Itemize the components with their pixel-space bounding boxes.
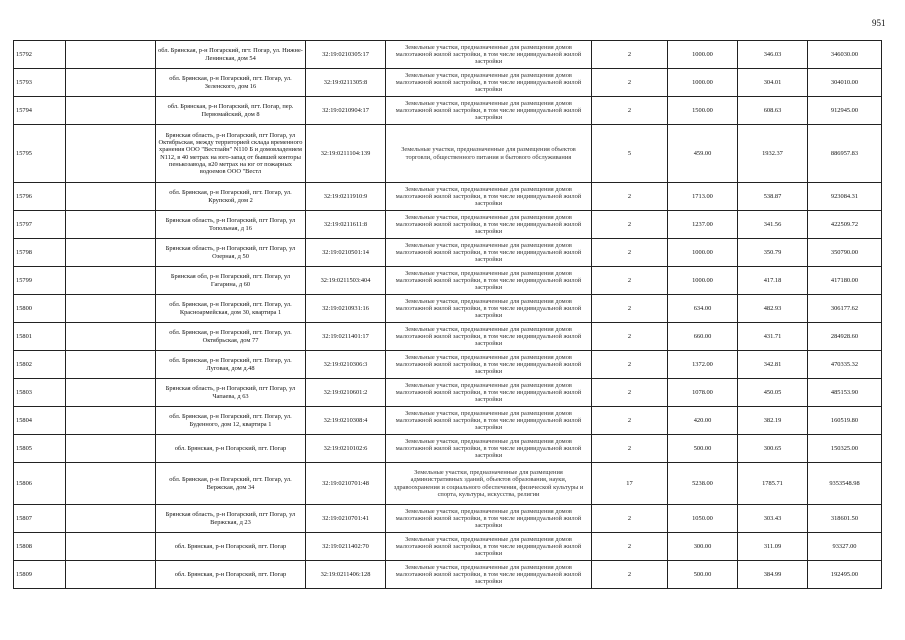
use-group-cell: 2 bbox=[592, 351, 668, 379]
land-use-cell: Земельные участки, предназначенные для размещения домов малоэтажной жилой застройки, в том числе индивидуальной жилой застройки bbox=[386, 533, 592, 561]
address-cell: обл. Брянская, р-н Погарский, пгт. Погар, ул. Октябрьская, дом 77 bbox=[156, 323, 306, 351]
record-id-cell: 15804 bbox=[14, 407, 66, 435]
record-id-cell: 15798 bbox=[14, 239, 66, 267]
use-group-cell: 2 bbox=[592, 239, 668, 267]
area-cell: 634.00 bbox=[668, 295, 738, 323]
land-use-cell: Земельные участки, предназначенные для размещения административных зданий, объектов образования, науки, здравоохранения и социального обеспечения, физической культуры и спорта, культуры, искусства, религии bbox=[386, 463, 592, 505]
table-row bbox=[14, 267, 882, 295]
table-row bbox=[14, 41, 882, 69]
specific-value-cell: 608.63 bbox=[738, 97, 808, 125]
address-cell: обл. Брянская, р-н Погарский, пгт. Погар bbox=[156, 561, 306, 589]
address-cell: обл. Брянская, р-н Погарский, пгт. Погар, ул. Вержская, дом 34 bbox=[156, 463, 306, 505]
address-cell: Брянская область, р-н Погарский, пгт Погар, ул Вержская, д 23 bbox=[156, 505, 306, 533]
cadastral-number-cell: 32:19:0211402:70 bbox=[306, 533, 386, 561]
record-id-cell: 15795 bbox=[14, 125, 66, 183]
specific-value-cell: 341.56 bbox=[738, 211, 808, 239]
land-use-cell: Земельные участки, предназначенные для размещения домов малоэтажной жилой застройки, в том числе индивидуальной жилой застройки bbox=[386, 69, 592, 97]
land-use-cell: Земельные участки, предназначенные для размещения домов малоэтажной жилой застройки, в том числе индивидуальной жилой застройки bbox=[386, 97, 592, 125]
table-row bbox=[14, 211, 882, 239]
cadastral-number-cell: 32:19:0210306:3 bbox=[306, 351, 386, 379]
cadastral-value-cell: 93327.00 bbox=[808, 533, 882, 561]
address-cell: Брянская область, р-н Погарский, пгт Погар, ул Октябрьская, между территорией склада временного хранения ООО "Вестлайн" N110 Б и домовладением N112, в 40 метрах на юго-запад от бывшей конторы пенькозавода, в20 метрах на юг от пожарных водоемов ООО "Вестл bbox=[156, 125, 306, 183]
use-group-cell: 2 bbox=[592, 323, 668, 351]
address-cell: обл. Брянская, р-н Погарский, пгт. Погар, ул. Буденного, дом 12, квартира 1 bbox=[156, 407, 306, 435]
cadastral-value-cell: 417180.00 bbox=[808, 267, 882, 295]
area-cell: 1000.00 bbox=[668, 69, 738, 97]
address-cell: обл. Брянская, р-н Погарский, пгт. Погар, ул. Луговая, дом д.48 bbox=[156, 351, 306, 379]
record-id-cell: 15807 bbox=[14, 505, 66, 533]
record-id-cell: 15805 bbox=[14, 435, 66, 463]
blank-cell bbox=[66, 41, 156, 69]
table-row bbox=[14, 183, 882, 211]
use-group-cell: 2 bbox=[592, 97, 668, 125]
specific-value-cell: 1932.37 bbox=[738, 125, 808, 183]
record-id-cell: 15800 bbox=[14, 295, 66, 323]
land-use-cell: Земельные участки, предназначенные для размещения домов малоэтажной жилой застройки, в том числе индивидуальной жилой застройки bbox=[386, 41, 592, 69]
use-group-cell: 2 bbox=[592, 267, 668, 295]
area-cell: 1000.00 bbox=[668, 41, 738, 69]
specific-value-cell: 482.93 bbox=[738, 295, 808, 323]
address-cell: обл. Брянская, р-н Погарский, пгт. Погар, ул. Нижне-Ленинская, дом 54 bbox=[156, 41, 306, 69]
address-cell: обл. Брянская, р-н Погарский, пгт. Погар, ул. Зеленского, дом 16 bbox=[156, 69, 306, 97]
table-row bbox=[14, 463, 882, 505]
use-group-cell: 2 bbox=[592, 211, 668, 239]
specific-value-cell: 384.99 bbox=[738, 561, 808, 589]
cadastral-number-cell: 32:19:0210601:2 bbox=[306, 379, 386, 407]
table-row bbox=[14, 69, 882, 97]
cadastral-number-cell: 32:19:0211406:128 bbox=[306, 561, 386, 589]
blank-cell bbox=[66, 295, 156, 323]
cadastral-value-cell: 923084.31 bbox=[808, 183, 882, 211]
land-use-cell: Земельные участки, предназначенные для размещения домов малоэтажной жилой застройки, в том числе индивидуальной жилой застройки bbox=[386, 435, 592, 463]
cadastral-value-cell: 470335.32 bbox=[808, 351, 882, 379]
specific-value-cell: 311.09 bbox=[738, 533, 808, 561]
blank-cell bbox=[66, 435, 156, 463]
blank-cell bbox=[66, 379, 156, 407]
cadastral-value-cell: 9353548.98 bbox=[808, 463, 882, 505]
record-id-cell: 15796 bbox=[14, 183, 66, 211]
record-id-cell: 15793 bbox=[14, 69, 66, 97]
record-id-cell: 15806 bbox=[14, 463, 66, 505]
record-id-cell: 15794 bbox=[14, 97, 66, 125]
land-use-cell: Земельные участки, предназначенные для размещения домов малоэтажной жилой застройки, в том числе индивидуальной жилой застройки bbox=[386, 211, 592, 239]
use-group-cell: 2 bbox=[592, 295, 668, 323]
use-group-cell: 5 bbox=[592, 125, 668, 183]
land-use-cell: Земельные участки, предназначенные для размещения домов малоэтажной жилой застройки, в том числе индивидуальной жилой застройки bbox=[386, 239, 592, 267]
address-cell: обл. Брянская, р-н Погарский, пгт. Погар bbox=[156, 435, 306, 463]
address-cell: обл. Брянская, р-н Погарский, пгт. Погар, ул. Крупской, дом 2 bbox=[156, 183, 306, 211]
blank-cell bbox=[66, 505, 156, 533]
use-group-cell: 2 bbox=[592, 69, 668, 97]
cadastral-value-cell: 284928.60 bbox=[808, 323, 882, 351]
record-id-cell: 15801 bbox=[14, 323, 66, 351]
table-row bbox=[14, 295, 882, 323]
cadastral-value-cell: 306177.62 bbox=[808, 295, 882, 323]
cadastral-number-cell: 32:19:0210308:4 bbox=[306, 407, 386, 435]
blank-cell bbox=[66, 323, 156, 351]
land-use-cell: Земельные участки, предназначенные для размещения домов малоэтажной жилой застройки, в том числе индивидуальной жилой застройки bbox=[386, 379, 592, 407]
use-group-cell: 2 bbox=[592, 435, 668, 463]
area-cell: 1713.00 bbox=[668, 183, 738, 211]
blank-cell bbox=[66, 407, 156, 435]
cadastral-value-cell: 304010.00 bbox=[808, 69, 882, 97]
specific-value-cell: 304.01 bbox=[738, 69, 808, 97]
address-cell: Брянская область, р-н Погарский, пгт Погар, ул Озерная, д 50 bbox=[156, 239, 306, 267]
table-row bbox=[14, 239, 882, 267]
cadastral-value-cell: 422509.72 bbox=[808, 211, 882, 239]
cadastral-number-cell: 32:19:0210931:16 bbox=[306, 295, 386, 323]
cadastral-value-cell: 346030.00 bbox=[808, 41, 882, 69]
record-id-cell: 15797 bbox=[14, 211, 66, 239]
address-cell: Брянская обл, р-н Погарский, пгт. Погар, ул Гагарина, д 60 bbox=[156, 267, 306, 295]
record-id-cell: 15809 bbox=[14, 561, 66, 589]
table-row bbox=[14, 379, 882, 407]
specific-value-cell: 300.65 bbox=[738, 435, 808, 463]
cadastral-number-cell: 32:19:0210102:6 bbox=[306, 435, 386, 463]
specific-value-cell: 538.87 bbox=[738, 183, 808, 211]
specific-value-cell: 346.03 bbox=[738, 41, 808, 69]
use-group-cell: 2 bbox=[592, 183, 668, 211]
cadastral-number-cell: 32:19:0210701:48 bbox=[306, 463, 386, 505]
table-row bbox=[14, 561, 882, 589]
table-row bbox=[14, 505, 882, 533]
record-id-cell: 15803 bbox=[14, 379, 66, 407]
blank-cell bbox=[66, 561, 156, 589]
area-cell: 1237.00 bbox=[668, 211, 738, 239]
land-use-cell: Земельные участки, предназначенные для размещения домов малоэтажной жилой застройки, в том числе индивидуальной жилой застройки bbox=[386, 505, 592, 533]
area-cell: 1000.00 bbox=[668, 239, 738, 267]
specific-value-cell: 350.79 bbox=[738, 239, 808, 267]
use-group-cell: 2 bbox=[592, 533, 668, 561]
address-cell: обл. Брянская, р-н Погарский, пгт. Погар bbox=[156, 533, 306, 561]
blank-cell bbox=[66, 351, 156, 379]
blank-cell bbox=[66, 533, 156, 561]
use-group-cell: 2 bbox=[592, 561, 668, 589]
record-id-cell: 15802 bbox=[14, 351, 66, 379]
land-use-cell: Земельные участки, предназначенные для размещения домов малоэтажной жилой застройки, в том числе индивидуальной жилой застройки bbox=[386, 267, 592, 295]
record-id-cell: 15792 bbox=[14, 41, 66, 69]
use-group-cell: 2 bbox=[592, 379, 668, 407]
page-number: 951 bbox=[872, 18, 886, 28]
cadastral-number-cell: 32:19:0211611:8 bbox=[306, 211, 386, 239]
specific-value-cell: 417.18 bbox=[738, 267, 808, 295]
cadastral-number-cell: 32:19:0210501:14 bbox=[306, 239, 386, 267]
blank-cell bbox=[66, 125, 156, 183]
specific-value-cell: 450.05 bbox=[738, 379, 808, 407]
cadastral-value-cell: 350790.00 bbox=[808, 239, 882, 267]
cadastral-value-cell: 912945.00 bbox=[808, 97, 882, 125]
specific-value-cell: 342.81 bbox=[738, 351, 808, 379]
cadastral-number-cell: 32:19:0211503:404 bbox=[306, 267, 386, 295]
use-group-cell: 2 bbox=[592, 505, 668, 533]
land-use-cell: Земельные участки, предназначенные для размещения домов малоэтажной жилой застройки, в том числе индивидуальной жилой застройки bbox=[386, 323, 592, 351]
land-use-cell: Земельные участки, предназначенные для размещения домов малоэтажной жилой застройки, в том числе индивидуальной жилой застройки bbox=[386, 561, 592, 589]
area-cell: 1372.00 bbox=[668, 351, 738, 379]
table-row bbox=[14, 323, 882, 351]
land-use-cell: Земельные участки, предназначенные для размещения домов малоэтажной жилой застройки, в том числе индивидуальной жилой застройки bbox=[386, 183, 592, 211]
table-row bbox=[14, 97, 882, 125]
blank-cell bbox=[66, 211, 156, 239]
table-row bbox=[14, 125, 882, 183]
specific-value-cell: 1785.71 bbox=[738, 463, 808, 505]
specific-value-cell: 303.43 bbox=[738, 505, 808, 533]
cadastral-number-cell: 32:19:0211104:139 bbox=[306, 125, 386, 183]
record-id-cell: 15799 bbox=[14, 267, 66, 295]
blank-cell bbox=[66, 69, 156, 97]
table-row bbox=[14, 407, 882, 435]
blank-cell bbox=[66, 239, 156, 267]
specific-value-cell: 431.71 bbox=[738, 323, 808, 351]
blank-cell bbox=[66, 267, 156, 295]
area-cell: 5238.00 bbox=[668, 463, 738, 505]
blank-cell bbox=[66, 97, 156, 125]
area-cell: 300.00 bbox=[668, 533, 738, 561]
area-cell: 1050.00 bbox=[668, 505, 738, 533]
specific-value-cell: 382.19 bbox=[738, 407, 808, 435]
cadastral-number-cell: 32:19:0210305:17 bbox=[306, 41, 386, 69]
cadastral-value-table bbox=[13, 40, 882, 589]
table-row bbox=[14, 435, 882, 463]
area-cell: 1078.00 bbox=[668, 379, 738, 407]
cadastral-number-cell: 32:19:0211401:17 bbox=[306, 323, 386, 351]
cadastral-number-cell: 32:19:0210904:17 bbox=[306, 97, 386, 125]
address-cell: обл. Брянская, р-н Погарский, пгт. Погар, пер. Первомайский, дом 8 bbox=[156, 97, 306, 125]
address-cell: обл. Брянская, р-н Погарский, пгт. Погар, ул. Красноармейская, дом 30, квартира 1 bbox=[156, 295, 306, 323]
address-cell: Брянская область, р-н Погарский, пгт Погар, ул Топольная, д 16 bbox=[156, 211, 306, 239]
area-cell: 1500.00 bbox=[668, 97, 738, 125]
use-group-cell: 2 bbox=[592, 41, 668, 69]
land-use-cell: Земельные участки, предназначенные для размещения домов малоэтажной жилой застройки, в том числе индивидуальной жилой застройки bbox=[386, 351, 592, 379]
area-cell: 420.00 bbox=[668, 407, 738, 435]
table-row bbox=[14, 351, 882, 379]
table-row bbox=[14, 533, 882, 561]
cadastral-value-cell: 485153.90 bbox=[808, 379, 882, 407]
cadastral-value-cell: 886957.83 bbox=[808, 125, 882, 183]
blank-cell bbox=[66, 463, 156, 505]
cadastral-number-cell: 32:19:0211910:9 bbox=[306, 183, 386, 211]
land-use-cell: Земельные участки, предназначенные для размещения домов малоэтажной жилой застройки, в том числе индивидуальной жилой застройки bbox=[386, 407, 592, 435]
record-id-cell: 15808 bbox=[14, 533, 66, 561]
area-cell: 500.00 bbox=[668, 561, 738, 589]
land-use-cell: Земельные участки, предназначенные для размещения объектов торговли, общественного питания и бытового обслуживания bbox=[386, 125, 592, 183]
cadastral-value-cell: 192495.00 bbox=[808, 561, 882, 589]
area-cell: 660.00 bbox=[668, 323, 738, 351]
cadastral-number-cell: 32:19:0211305:8 bbox=[306, 69, 386, 97]
cadastral-number-cell: 32:19:0210701:41 bbox=[306, 505, 386, 533]
use-group-cell: 17 bbox=[592, 463, 668, 505]
land-use-cell: Земельные участки, предназначенные для размещения домов малоэтажной жилой застройки, в том числе индивидуальной жилой застройки bbox=[386, 295, 592, 323]
area-cell: 1000.00 bbox=[668, 267, 738, 295]
blank-cell bbox=[66, 183, 156, 211]
address-cell: Брянская область, р-н Погарский, пгт Погар, ул Чапаева, д 63 bbox=[156, 379, 306, 407]
cadastral-value-cell: 318601.50 bbox=[808, 505, 882, 533]
area-cell: 459.00 bbox=[668, 125, 738, 183]
cadastral-value-cell: 160519.80 bbox=[808, 407, 882, 435]
area-cell: 500.00 bbox=[668, 435, 738, 463]
use-group-cell: 2 bbox=[592, 407, 668, 435]
cadastral-value-cell: 150325.00 bbox=[808, 435, 882, 463]
